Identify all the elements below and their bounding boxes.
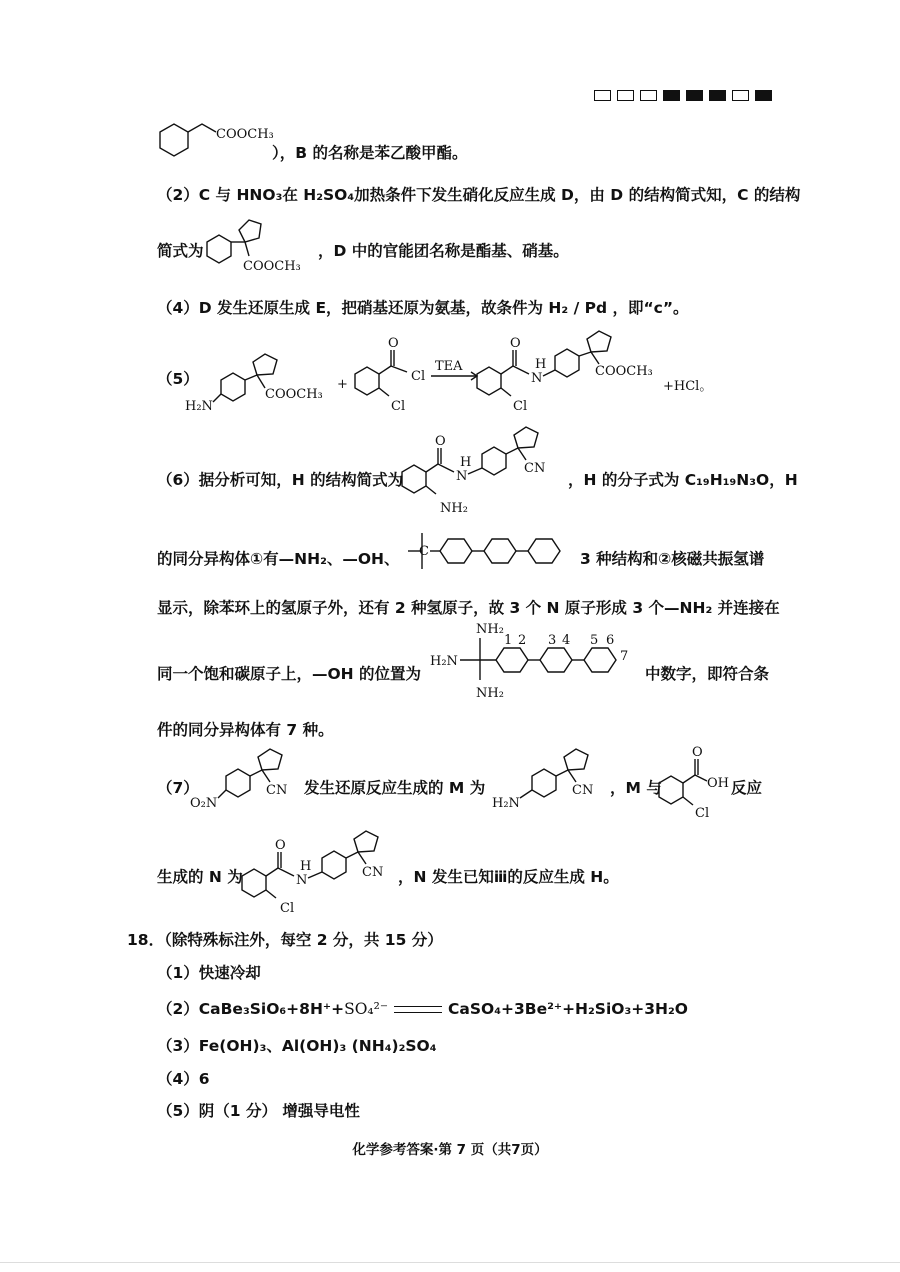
svg-text:2: 2: [518, 633, 527, 648]
q2-line2-suffix: ，D 中的官能团名称是酯基、硝基。: [318, 242, 569, 260]
svg-text:5: 5: [590, 633, 599, 648]
hcl-byproduct: +HCl。: [663, 379, 713, 394]
svg-text:COOCH₃: COOCH₃: [265, 387, 323, 402]
svg-text:3: 3: [548, 633, 557, 648]
q18-answer-4: （4）6: [157, 1070, 210, 1088]
compound-n-structure: [240, 828, 400, 918]
svg-text:COOCH₃: COOCH₃: [216, 127, 274, 142]
svg-text:OH: OH: [707, 776, 729, 791]
compound-h-structure: [400, 420, 570, 520]
svg-text:CN: CN: [572, 783, 594, 798]
q18-a2-prefix: （2）CaBe₃SiO₆+8H⁺+: [157, 1000, 345, 1018]
q2-line1: （2）C 与 HNO₃在 H₂SO₄加热条件下发生硝化反应生成 D，由 D 的结构简式知，C 的结构: [157, 186, 801, 204]
chlorobenzoic-acid-structure: [655, 745, 735, 820]
svg-text:CN: CN: [362, 865, 384, 880]
svg-text:H₂N: H₂N: [430, 654, 458, 669]
q18-answer-2: [157, 997, 688, 1019]
header-square: [686, 90, 703, 101]
svg-text:N: N: [531, 371, 543, 386]
svg-text:COOCH₃: COOCH₃: [243, 259, 301, 274]
q6-line2-suffix: 3 种结构和②核磁共振氢谱: [580, 550, 765, 568]
compound-m-structure: [492, 752, 612, 812]
svg-text:Cl: Cl: [513, 399, 528, 414]
svg-text:6: 6: [606, 633, 615, 648]
svg-text:4: 4: [562, 633, 571, 648]
terphenyl-skeleton: [408, 525, 583, 575]
q4-text: （4）D 发生还原生成 E，把硝基还原为氨基，故条件为 H₂ / Pd ，即“c”。: [157, 299, 689, 317]
header-square: [640, 90, 657, 101]
reagent-tea: TEA: [435, 359, 463, 374]
svg-text:O: O: [388, 336, 399, 351]
svg-text:Cl: Cl: [411, 369, 426, 384]
svg-text:O: O: [692, 745, 703, 760]
svg-text:1: 1: [504, 633, 513, 648]
q6-line5: 件的同分异构体有 7 种。: [157, 721, 334, 739]
svg-text:O: O: [275, 838, 286, 853]
page-footer: 化学参考答案·第 7 页（共7页）: [352, 1142, 548, 1158]
q18-answer-1: （1）快速冷却: [157, 964, 261, 982]
sulfate-ion: SO₄²⁻: [344, 1000, 389, 1018]
header-square: [594, 90, 611, 101]
compound-c-structure: [205, 212, 320, 272]
equals-sign: [394, 1006, 442, 1013]
svg-text:H: H: [460, 455, 472, 470]
svg-text:Cl: Cl: [391, 399, 406, 414]
q18-answer-3: （3）Fe(OH)₃、Al(OH)₃ (NH₄)₂SO₄: [157, 1037, 437, 1055]
svg-text:H₂N: H₂N: [492, 796, 520, 811]
svg-text:O: O: [435, 434, 446, 449]
q7-text1: 发生还原反应生成的 M 为: [304, 779, 486, 797]
svg-text:H: H: [300, 859, 312, 874]
q7-number: （7）: [157, 779, 199, 797]
q6-line4-prefix: 同一个饱和碳原子上，—OH 的位置为: [157, 665, 422, 683]
svg-text:NH₂: NH₂: [476, 622, 504, 637]
q7-text2: ，M 与: [610, 779, 662, 797]
svg-text:O₂N: O₂N: [190, 796, 218, 811]
svg-text:Cl: Cl: [280, 901, 295, 916]
svg-text:NH₂: NH₂: [476, 686, 504, 701]
header-square: [709, 90, 726, 101]
isomer-position-structure: [430, 620, 640, 700]
header-square: [617, 90, 634, 101]
methyl-phenylacetate-structure: [150, 118, 290, 168]
q6-line1-prefix: （6）据分析可知，H 的结构简式为: [157, 471, 404, 489]
plus-sign: +: [337, 377, 348, 392]
svg-text:H: H: [535, 357, 547, 372]
svg-text:N: N: [456, 469, 468, 484]
svg-text:H₂N: H₂N: [185, 399, 213, 414]
header-square: [732, 90, 749, 101]
nitro-compound-structure: [190, 752, 310, 812]
q6-line2-prefix: 的同分异构体①有—NH₂、—OH、: [157, 550, 400, 568]
svg-text:Cl: Cl: [695, 806, 710, 821]
q2-line2-prefix: 简式为: [157, 242, 204, 260]
q18-answer-5: （5）阴（1 分） 增强导电性: [157, 1102, 360, 1120]
svg-text:N: N: [296, 873, 308, 888]
svg-text:CN: CN: [266, 783, 288, 798]
svg-text:7: 7: [620, 649, 629, 664]
bottom-divider: [0, 1262, 900, 1263]
q6-line3: 显示，除苯环上的氢原子外，还有 2 种氢原子，故 3 个 N 原子形成 3 个—NH₂ 并连接在: [157, 599, 780, 617]
header-square: [663, 90, 680, 101]
q5-number: （5）: [157, 370, 199, 388]
q18-title: 18．（除特殊标注外，每空 2 分，共 15 分）: [127, 931, 443, 949]
header-square-pattern: [594, 90, 772, 101]
q7-text3: 反应: [731, 779, 763, 797]
header-square: [755, 90, 772, 101]
intro-text: ），B 的名称是苯乙酸甲酯。: [272, 144, 468, 162]
svg-text:O: O: [510, 336, 521, 351]
svg-text:NH₂: NH₂: [440, 501, 468, 516]
q18-a2-suffix: CaSO₄+3Be²⁺+H₂SiO₃+3H₂O: [448, 1000, 688, 1018]
svg-text:C: C: [419, 544, 429, 559]
q5-reaction-scheme: [185, 330, 713, 420]
q6-line1-suffix: ，H 的分子式为 C₁₉H₁₉N₃O，H: [568, 471, 798, 489]
svg-text:CN: CN: [524, 461, 546, 476]
q7-line2-suffix: ，N 发生已知ⅲ的反应生成 H。: [398, 868, 619, 886]
q7-line2-prefix: 生成的 N 为: [157, 868, 243, 886]
svg-text:COOCH₃: COOCH₃: [595, 364, 653, 379]
q6-line4-suffix: 中数字，即符合条: [645, 665, 770, 683]
